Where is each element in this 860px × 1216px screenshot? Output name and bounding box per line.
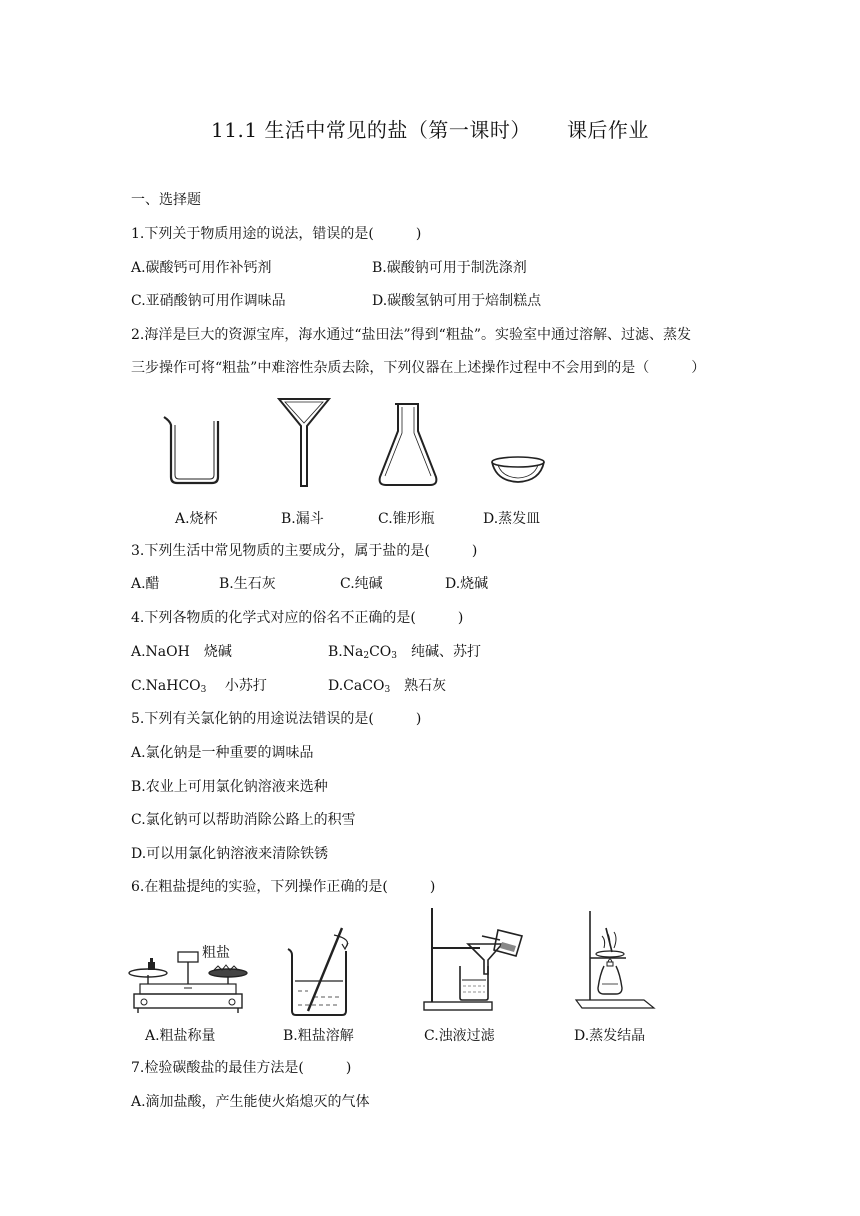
q2-stem-line1: 2.海洋是巨大的资源宝库，海水通过“盐田法”得到“粗盐”。实验室中通过溶解、过滤、蒸发 xyxy=(131,327,691,343)
q2-option-b: B.漏斗 xyxy=(281,511,324,527)
q7-stem: 7.检验碳酸盐的最佳方法是( ) xyxy=(131,1060,352,1076)
q5-option-c: C.氯化钠可以帮助消除公路上的积雪 xyxy=(131,812,356,828)
q1-option-b: B.碳酸钠可用于制洗涤剂 xyxy=(372,260,527,276)
q2-option-a: A.烧杯 xyxy=(175,511,218,527)
q2-option-c: C.锥形瓶 xyxy=(378,511,435,527)
section-heading: 一、选择题 xyxy=(131,192,201,208)
filtration-setup-figure xyxy=(420,906,530,1014)
evaporation-setup-figure xyxy=(574,908,660,1012)
q6-option-d: D.蒸发结晶 xyxy=(574,1028,646,1044)
q7-option-a: A.滴加盐酸，产生能使火焰熄灭的气体 xyxy=(131,1094,370,1110)
q1-option-c: C.亚硝酸钠可用作调味品 xyxy=(131,293,286,309)
dissolving-beaker-figure xyxy=(282,925,362,1020)
q6-option-b: B.粗盐溶解 xyxy=(283,1028,354,1044)
erlenmeyer-flask-figure xyxy=(376,401,440,489)
q1-stem: 1.下列关于物质用途的说法，错误的是( ) xyxy=(131,226,422,242)
crude-salt-label: 粗盐 xyxy=(202,945,230,961)
q5-stem: 5.下列有关氯化钠的用途说法错误的是( ) xyxy=(131,711,422,727)
q5-option-b: B.农业上可用氯化钠溶液来选种 xyxy=(131,779,328,795)
funnel-figure xyxy=(276,396,332,490)
q4-option-a: A.NaOH 烧碱 xyxy=(131,644,232,660)
q6-stem: 6.在粗盐提纯的实验，下列操作正确的是( ) xyxy=(131,879,436,895)
q2-stem-line2: 三步操作可将“粗盐”中难溶性杂质去除，下列仪器在上述操作过程中不会用到的是（ ） xyxy=(131,360,706,376)
q3-stem: 3.下列生活中常见物质的主要成分，属于盐的是( ) xyxy=(131,543,478,559)
q6-option-c: C.浊液过滤 xyxy=(424,1028,495,1044)
balance-weighing-figure xyxy=(128,940,248,1018)
q6-option-a: A.粗盐称量 xyxy=(145,1028,216,1044)
q4-option-c: C.NaHCO$_3$ 小苏打 xyxy=(131,678,267,695)
q3-option-c: C.纯碱 xyxy=(340,576,383,592)
q1-option-d: D.碳酸氢钠可用于焙制糕点 xyxy=(372,293,542,309)
q3-option-d: D.烧碱 xyxy=(445,576,489,592)
q5-option-d: D.可以用氯化钠溶液来清除铁锈 xyxy=(131,846,329,862)
evaporating-dish-figure xyxy=(488,453,548,487)
q2-option-d: D.蒸发皿 xyxy=(483,511,541,527)
q4-stem: 4.下列各物质的化学式对应的俗名不正确的是( ) xyxy=(131,610,464,626)
q5-option-a: A.氯化钠是一种重要的调味品 xyxy=(131,745,314,761)
q3-option-a: A.醋 xyxy=(131,576,160,592)
page-title xyxy=(0,114,860,143)
q3-option-b: B.生石灰 xyxy=(219,576,276,592)
q1-option-a: A.碳酸钙可用作补钙剂 xyxy=(131,260,272,276)
q4-option-d: D.CaCO$_3$ 熟石灰 xyxy=(328,678,447,695)
q4-option-b: $B.Na_2CO_3$ 纯碱、苏打 xyxy=(328,644,482,661)
beaker-figure xyxy=(160,413,230,488)
title-main: 11.1 生活中常见的盐（第一课时） xyxy=(211,118,531,142)
title-suffix: 课后作业 xyxy=(566,118,649,142)
